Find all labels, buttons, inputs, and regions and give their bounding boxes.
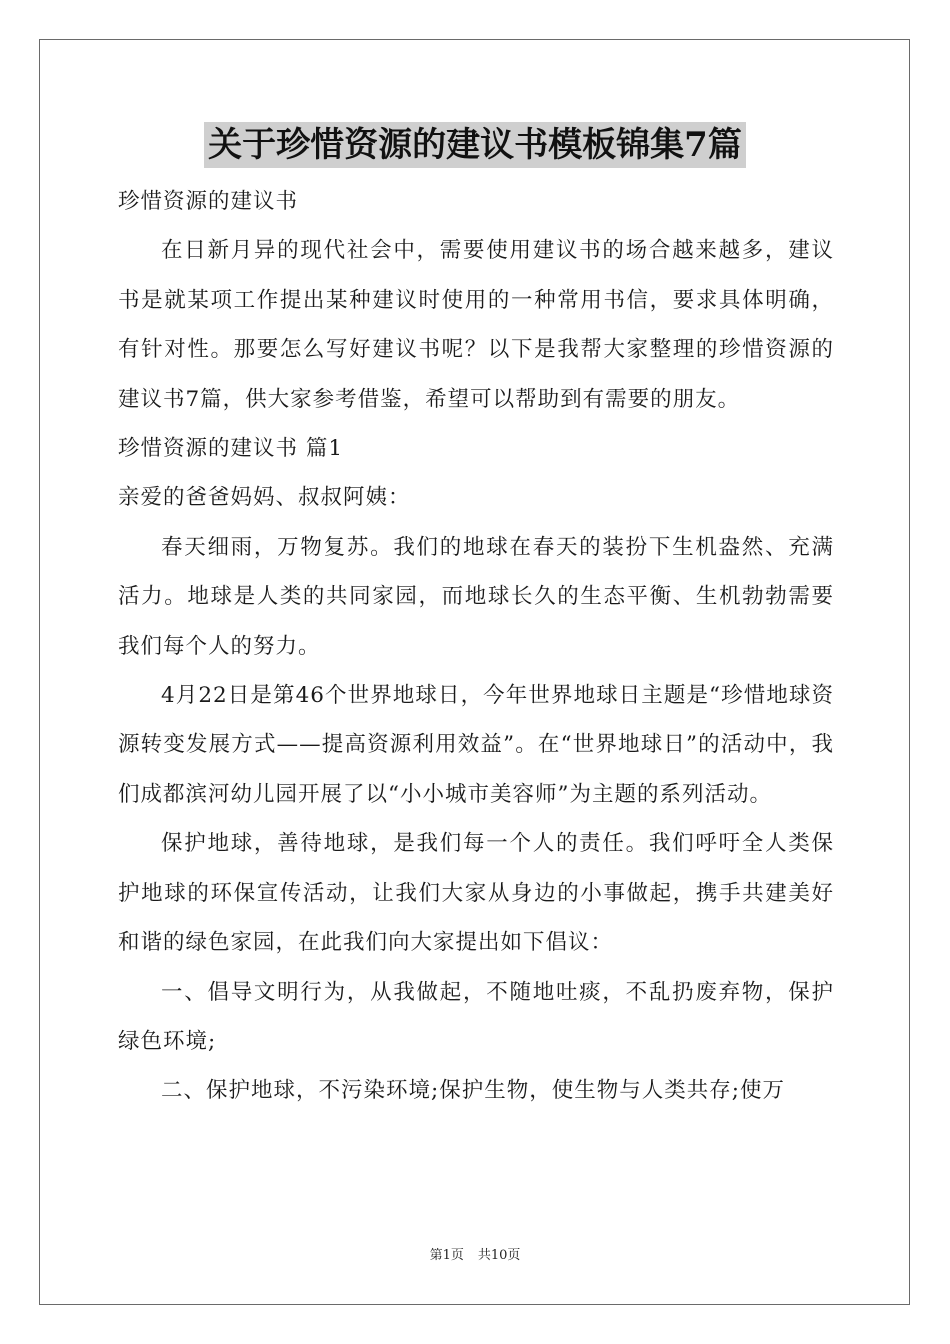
title-container — [0, 122, 950, 168]
paragraph: 一、倡导文明行为，从我做起，不随地吐痰，不乱扔废弃物，保护绿色环境; — [118, 979, 834, 1054]
paragraph: 4月22日是第46个世界地球日，今年世界地球日主题是“珍惜地球资源转变发展方式——提高资源利用效益”。在“世界地球日”的活动中，我们成都滨河幼儿园开展了以“小小城市美容师”为主题的系列活动。 — [118, 683, 834, 807]
subheading: 珍惜资源的建议书 — [118, 189, 299, 214]
page-total: 共10页 — [477, 1248, 521, 1263]
section-heading: 珍惜资源的建议书 篇1 — [118, 436, 344, 462]
paragraph-intro: 在日新月异的现代社会中，需要使用建议书的场合越来越多，建议书是就某项工作提出某种建议时使用的一种常用书信，要求具体明确，有针对性。那要怎么写好建议书呢？以下是我帮大家整理的珍惜资源的建议书7篇，供大家参考借鉴，希望可以帮助到有需要的朋友。 — [118, 238, 834, 412]
paragraph: 保护地球，善待地球，是我们每一个人的责任。我们呼吁全人类保护地球的环保宣传活动，让我们大家从身边的小事做起，携手共建美好和谐的绿色家园，在此我们向大家提出如下倡议： — [118, 831, 834, 956]
salutation: 亲爱的爸爸妈妈、叔叔阿姨： — [118, 485, 411, 511]
paragraph: 二、保护地球，不污染环境;保护生物，使生物与人类共存;使万 — [161, 1078, 785, 1104]
document-title: 关于珍惜资源的建议书模板锦集7篇 — [204, 122, 746, 168]
page-footer — [0, 1247, 950, 1265]
page-number: 第1页 — [429, 1248, 464, 1263]
document-body — [118, 177, 834, 1116]
paragraph: 春天细雨，万物复苏。我们的地球在春天的装扮下生机盎然、充满活力。地球是人类的共同家园，而地球长久的生态平衡、生机勃勃需要我们每个人的努力。 — [118, 534, 834, 659]
